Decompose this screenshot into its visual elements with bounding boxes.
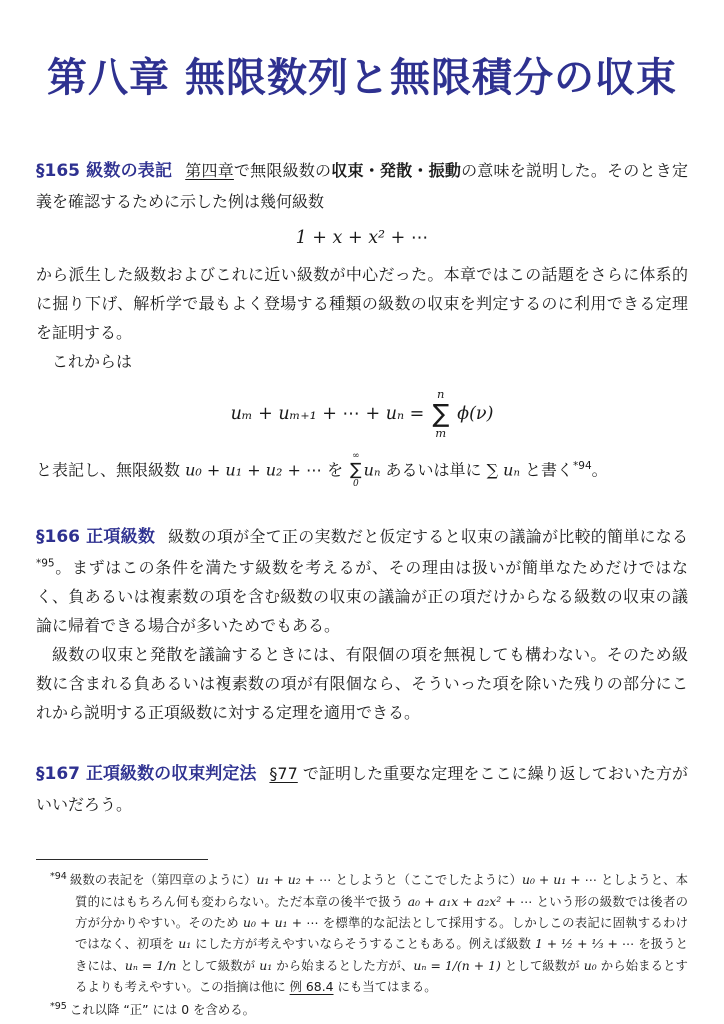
footnote-94 — [50, 869, 688, 997]
text-run: としようと（ここでしたように） — [331, 872, 522, 888]
formula-lhs: uₘ + uₘ₊₁ + ⋯ + uₙ = — [230, 404, 425, 425]
footnote-marker-95: *95 — [50, 1001, 67, 1013]
link-chapter-4[interactable]: 第四章 — [185, 161, 234, 180]
summation-symbol — [432, 388, 449, 440]
text-run: 。まずはこの条件を満たす級数を考えるが、その理由は扱いが簡単なためだけではなく、負あるいは複素数の項を含む級数の収束の議論が正の項だけからなる級数の収束の議論に帰着できる場合が多いためでもある。 — [36, 557, 688, 635]
math-run: u₀ + u₁ + ⋯ — [522, 872, 597, 888]
text-run: これ以降 “正” には 0 を含める。 — [69, 1002, 256, 1018]
math-run: uₙ — [363, 460, 381, 480]
sum-lower-limit: 0 — [353, 478, 359, 489]
text-run: から始まるとした方が、 — [272, 957, 414, 973]
footnote-95 — [50, 999, 688, 1020]
paragraph-166-intro — [36, 522, 688, 640]
formula-geometric-series — [36, 228, 688, 248]
footnotes-section — [36, 859, 688, 1020]
math-run: a₀ + a₁x + a₂x² + ⋯ — [407, 893, 533, 909]
paragraph: 級数の収束と発散を議論するときには、有限個の項を無視しても構わない。そのため級数に含まれる負あるいは複素数の項が有限個なら、そういった項を除いた残りの部分にこれから説明する正項級数に対する定理を適用できる。 — [36, 644, 688, 723]
math-run: u₀ — [583, 957, 597, 973]
text-run: を — [321, 460, 349, 480]
text-run: 級数の表記を（第四章のように） — [69, 872, 257, 888]
section-heading-165: §165 級数の表記 — [36, 161, 173, 181]
text-run: と表記し、無限級数 — [36, 460, 186, 480]
paragraph-notation — [36, 452, 688, 490]
text-run: としようと、本質的にはもちろん何も変わらない。ただ本章の後半で扱う — [75, 872, 688, 909]
text-run-bold: 収束・発散・振動 — [331, 161, 462, 180]
text-run: あるいは単に — [380, 460, 487, 480]
text-run: にも当てはまる。 — [333, 978, 437, 994]
link-section-77[interactable]: §77 — [269, 764, 298, 784]
footnote-ref-95[interactable]: *95 — [36, 557, 55, 570]
text-run: 。 — [591, 460, 608, 480]
formula-partial-sum — [36, 388, 688, 440]
math-run: uₙ = 1/n — [124, 957, 177, 973]
text-run: という形の級数では後者の方が分かりやすい。そのため — [75, 893, 688, 930]
text-run: を扱うときには、 — [75, 936, 688, 973]
text-run: で無限級数の — [233, 161, 332, 180]
paragraph-165-intro — [36, 156, 688, 216]
math-run: u₁ — [259, 957, 273, 973]
footnote-divider — [36, 859, 208, 860]
section-heading-167: §167 正項級数の収束判定法 — [36, 764, 257, 785]
math-run: ∑ uₙ — [486, 460, 520, 480]
math-run: u₀ + u₁ + ⋯ — [242, 914, 319, 930]
text-run: 級数の項が全て正の実数だと仮定すると収束の議論が比較的簡単になる — [168, 526, 688, 546]
sum-lower-limit: m — [435, 426, 447, 441]
sigma-icon: ∑ — [350, 459, 362, 480]
math-run: u₀ + u₁ + u₂ + ⋯ — [185, 460, 322, 480]
text-run: と書く — [519, 460, 574, 480]
text-run: として級数が — [500, 957, 584, 973]
formula-text: 1 + x + x² + ⋯ — [295, 228, 429, 249]
text-run: にした方が考えやすいならそうすることもある。例えば級数 — [191, 936, 535, 952]
math-run: u₁ — [178, 936, 192, 952]
chapter-title: 第八章 無限数列と無限積分の収束 — [47, 55, 677, 101]
summation-symbol — [350, 452, 361, 490]
math-run: uₙ = 1/(n + 1) — [413, 957, 501, 973]
paragraph-167-intro — [36, 759, 688, 819]
sum-upper-limit: n — [437, 387, 445, 402]
text-run: で証明した重要な定理をここに繰り返しておいた方がいいだろう。 — [36, 764, 688, 815]
paragraph: これからは — [52, 352, 133, 372]
footnote-ref-94[interactable]: *94 — [573, 460, 592, 472]
sum-upper-limit: ∞ — [352, 451, 360, 462]
text-run: から始まるとするよりも考えやすい。この指摘は他に — [75, 957, 688, 994]
math-run: u₁ + u₂ + ⋯ — [256, 872, 332, 888]
math-run: 1 + ½ + ⅓ + ⋯ — [534, 936, 635, 952]
footnote-marker-94: *94 — [50, 871, 67, 883]
sigma-icon: ∑ — [432, 399, 450, 429]
text-run: の意味を説明した。そのとき定義を確認するために示した例は幾何級数 — [36, 161, 688, 211]
text-run: を標準的な記法として採用する。しかしこの表記に固執するわけではなく、初項を — [75, 914, 688, 952]
formula-rhs: ϕ(ν) — [457, 404, 494, 425]
link-example-68-4[interactable]: 例 68.4 — [289, 978, 334, 994]
text-run: として級数が — [176, 957, 260, 973]
section-heading-166: §166 正項級数 — [36, 526, 156, 547]
paragraph: から派生した級数およびこれに近い級数が中心だった。本章ではこの話題をさらに体系的に掘り下げ、解析学で最もよく登場する種類の級数の収束を判定するのに利用できる定理を証明する。 — [36, 265, 688, 343]
